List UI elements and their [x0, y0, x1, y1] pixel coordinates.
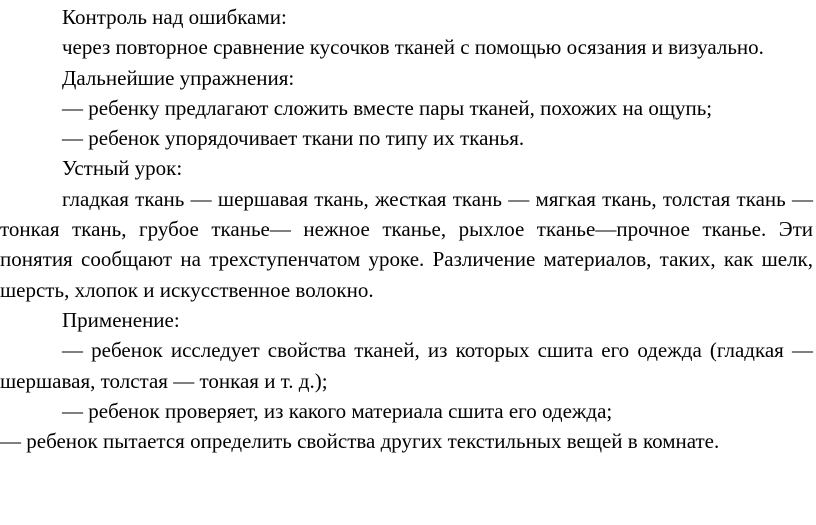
- paragraph-oral-lesson-text: гладкая ткань — шершавая ткань, жесткая ткань — мягкая ткань, толстая ткань — тонкая ткань, грубое тканье— нежное тканье, рыхлое тканье—прочное тканье. Эти понятия сообщают на трехступенчатом уроке. Различение материалов, таких, как шелк, шерсть, хлопок и искусственное волокно.: [0, 186, 813, 302]
- paragraph-error-control-text: через повторное сравнение кусочков тканей с помощью осязания и визуально.: [62, 35, 764, 60]
- list-item-check-material: — ребенок проверяет, из какого материала сшита его одежда;: [62, 398, 613, 423]
- heading-application: Применение:: [62, 307, 180, 332]
- heading-oral-lesson: Устный урок:: [62, 156, 183, 181]
- list-item-room-textiles: — ребенок пытается определить свойства других текстильных вещей в комнате.: [0, 429, 720, 454]
- heading-further-exercises: Дальнейшие упражнения:: [62, 65, 295, 90]
- list-item-explore-clothing: — ребенок исследует свойства тканей, из которых сшита его одежда (гладкая — шершавая, толстая — тонкая и т. д.);: [0, 338, 813, 393]
- heading-error-control: Контроль над ошибками:: [62, 5, 287, 29]
- list-item-pair-fabrics: — ребенку предлагают сложить вместе пары тканей, похожих на ощупь;: [62, 95, 713, 120]
- list-item-order-fabrics: — ребенок упорядочивает ткани по типу их тканья.: [62, 126, 525, 151]
